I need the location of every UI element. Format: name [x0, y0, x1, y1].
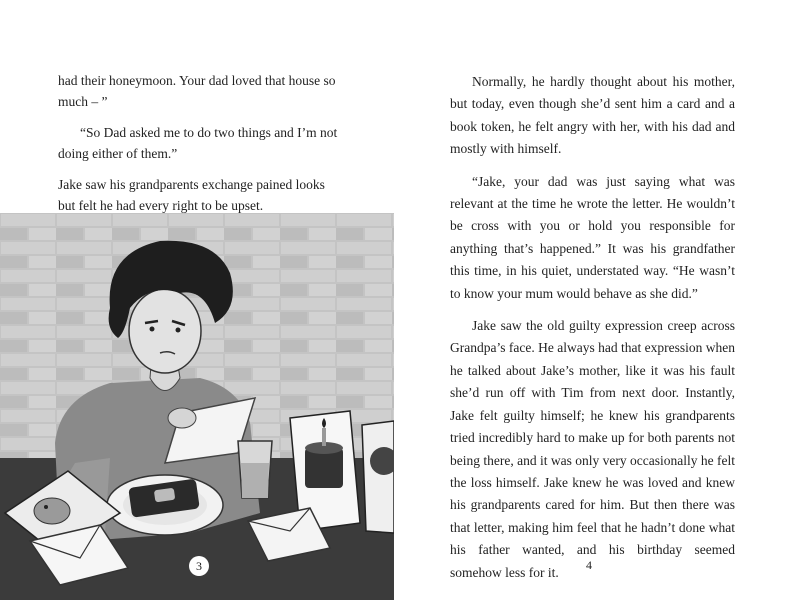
left-paragraph-2: “So Dad asked me to do two things and I’m not doing either of them.”: [58, 125, 338, 161]
right-paragraph-3: Jake saw the old guilty expression creep across Grandpa’s face. He always had that expression when he talked about Jake’s mother, like it was his fault she’d run off with Tim from next door. Instantly, Jake felt guilty himself; he knew his grandparents tried incredibly hard to make up for both parents not being there, and it was only very occasionally he felt the loss himself. Jake knew he was loved and knew his grandparents cared for him. But then there was that letter, making him feel that he hadn’t done what his father wanted, and his birthday seemed somehow less for it.: [450, 318, 735, 580]
left-paragraph-1: had their honeymoon. Your dad loved that house so much – ”: [58, 73, 336, 109]
page-number-right: 4: [586, 558, 592, 572]
right-page-text: [450, 71, 735, 594]
right-paragraph-1: Normally, he hardly thought about his mother, but today, even though she’d sent him a card and a book token, he felt angry with her, with his dad and mostly with himself.: [450, 74, 735, 157]
left-paragraph-3: Jake saw his grandparents exchange pained looks but felt he had every right to be upset.: [58, 177, 325, 213]
plate-with-toast: [107, 475, 223, 535]
page-number-left: 3: [189, 556, 209, 576]
birthday-card-second: [362, 421, 394, 533]
left-page-text: [58, 71, 344, 228]
illustration-boy-reading-letter: [0, 213, 394, 600]
drinking-glass: [238, 441, 272, 498]
right-paragraph-2: “Jake, your dad was just saying what was relevant at the time he wrote the letter. He wouldn’t be cross with you or hold you responsible for anything that’s happened.” It was his grandfather this time, in his quiet, understated way. “He wasn’t to know your mum would behave as she did.”: [450, 173, 735, 301]
